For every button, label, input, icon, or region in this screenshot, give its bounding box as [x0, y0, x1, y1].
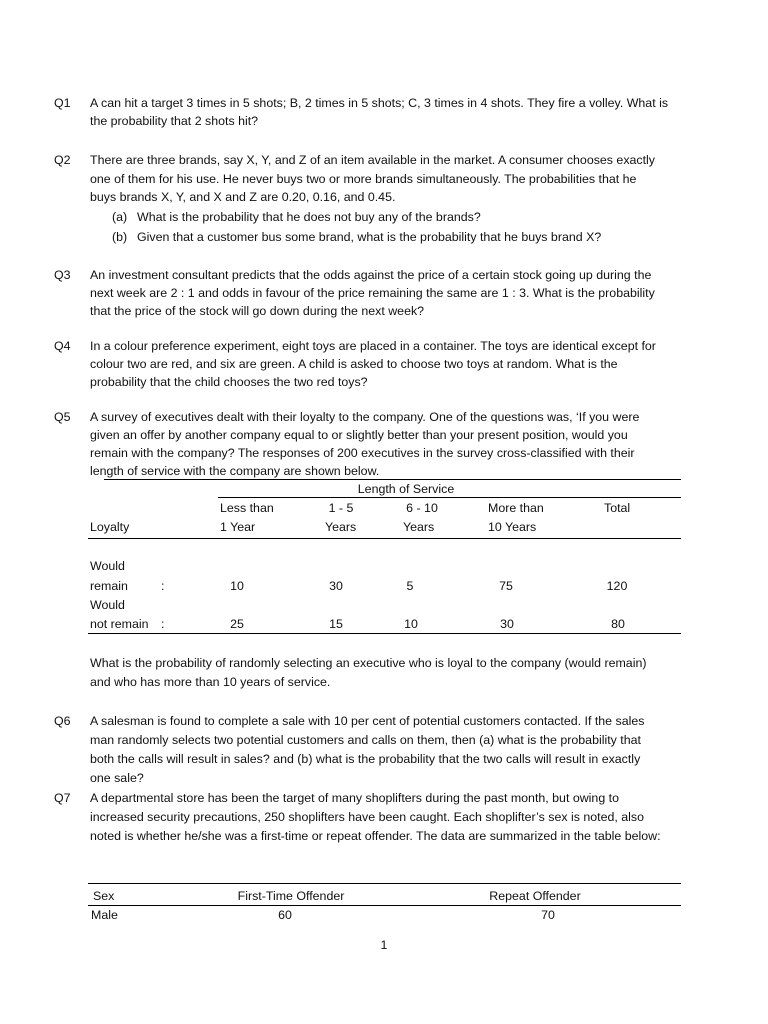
q2-part-b-text: Given that a customer bus some brand, what is the probability that he buys brand X?: [137, 230, 602, 244]
q1-line: A can hit a target 3 times in 5 shots; B, 2 times in 5 shots; C, 3 times in 4 shots. They fire a volley. What is: [90, 96, 669, 110]
row-label-line2: not remain: [90, 617, 149, 631]
q2-part-b-marker: (b): [112, 230, 128, 244]
table-cell: Male: [91, 908, 118, 922]
q3-line: that the price of the stock will go down during the next week?: [90, 304, 425, 318]
q7-line: A departmental store has been the target of many shoplifters during the past month, but owing to: [90, 791, 619, 805]
table-cell: 25: [230, 617, 244, 631]
table-cell: 10: [404, 617, 418, 631]
row-label-line2: remain: [90, 579, 128, 593]
row-header: Loyalty: [90, 520, 130, 534]
q2-line: There are three brands, say X, Y, and Z of an item available in the market. A consumer chooses exactly: [90, 153, 655, 167]
table-cell: 5: [406, 579, 414, 593]
col-header-line2: Years: [325, 520, 357, 534]
table-top-rule: [88, 883, 681, 884]
q5-line: remain with the company? The responses of 200 executives in the survey cross-classified with their: [90, 446, 635, 460]
q4-line: colour two are red, and six are green. A child is asked to choose two toys at random. What is the: [90, 357, 618, 371]
table-cell: 70: [541, 908, 555, 922]
q2-label: Q2: [54, 153, 71, 167]
page-number: 1: [380, 938, 388, 952]
col-header-line1: Less than: [220, 501, 274, 515]
q3-line: next week are 2 : 1 and odds in favour of the price remaining the same are 1 : 3. What is the probability: [90, 286, 655, 300]
q7-line: noted is whether he/she was a first-time or repeat offender. The data are summarized in the table below:: [90, 829, 661, 843]
table-cell: 10: [230, 579, 244, 593]
table-cell: 30: [329, 579, 343, 593]
table-cell: 75: [499, 579, 513, 593]
q5-line: given an offer by another company equal to or slightly better than your present position, would you: [90, 428, 628, 442]
q2-line: buys brands X, Y, and X and Z are 0.20, 0.16, and 0.45.: [90, 190, 396, 204]
q5-line: length of service with the company are shown below.: [90, 464, 380, 478]
table-cell: 30: [500, 617, 514, 631]
q6-line: A salesman is found to complete a sale with 10 per cent of potential customers contacted. If the sales: [90, 714, 645, 728]
q3-label: Q3: [54, 268, 71, 282]
col-header-first-time: First-Time Offender: [237, 889, 345, 903]
col-header-sex: Sex: [93, 889, 115, 903]
q2-part-a-marker: (a): [112, 210, 128, 224]
q7-label: Q7: [54, 791, 71, 805]
col-header-repeat: Repeat Offender: [489, 889, 581, 903]
q1-line: the probability that 2 shots hit?: [90, 114, 259, 128]
row-colon: :: [161, 617, 165, 631]
q6-label: Q6: [54, 714, 71, 728]
table-cell: 120: [606, 579, 628, 593]
group-header-rule: [218, 497, 681, 498]
table-cell: 60: [278, 908, 292, 922]
header-bottom-rule: [88, 905, 681, 906]
col-header-line2: 1 Year: [220, 520, 256, 534]
col-header-line1: Total: [604, 501, 631, 515]
row-label-line1: Would: [90, 559, 125, 573]
q6-line: one sale?: [90, 771, 144, 785]
col-header-line1: 1 - 5: [328, 501, 354, 515]
q4-line: In a colour preference experiment, eight toys are placed in a container. The toys are identical except for: [90, 339, 656, 353]
header-bottom-rule: [88, 538, 681, 539]
table-bottom-rule: [88, 633, 681, 634]
q2-part-a-text: What is the probability that he does not buy any of the brands?: [137, 210, 481, 224]
q5-line: A survey of executives dealt with their loyalty to the company. One of the questions was, ‘If you were: [90, 410, 640, 424]
q3-line: An investment consultant predicts that the odds against the price of a certain stock going up during the: [90, 268, 652, 282]
q2-line: one of them for his use. He never buys two or more brands simultaneously. The probabilities that he: [90, 172, 637, 186]
q6-line: man randomly selects two potential customers and calls on them, then (a) what is the probability that: [90, 733, 641, 747]
row-colon: :: [161, 579, 165, 593]
table-cell: 80: [611, 617, 625, 631]
col-header-line1: 6 - 10: [406, 501, 438, 515]
q4-line: probability that the child chooses the two red toys?: [90, 375, 368, 389]
row-label-line1: Would: [90, 598, 125, 612]
q6-line: both the calls will result in sales? and (b) what is the probability that the two calls will result in exactly: [90, 752, 641, 766]
col-header-line1: More than: [488, 501, 544, 515]
q7-line: increased security precautions, 250 shoplifters have been caught. Each shoplifter’s sex is noted, also: [90, 810, 645, 824]
q4-label: Q4: [54, 339, 71, 353]
col-header-line2: Years: [403, 520, 435, 534]
q5-followup: What is the probability of randomly selecting an executive who is loyal to the company (would remain): [90, 656, 647, 670]
q1-label: Q1: [54, 96, 71, 110]
col-header-line2: 10 Years: [488, 520, 537, 534]
table-cell: 15: [329, 617, 343, 631]
group-header: Length of Service: [357, 482, 455, 496]
q5-followup: and who has more than 10 years of service.: [90, 675, 331, 689]
q5-label: Q5: [54, 410, 71, 424]
